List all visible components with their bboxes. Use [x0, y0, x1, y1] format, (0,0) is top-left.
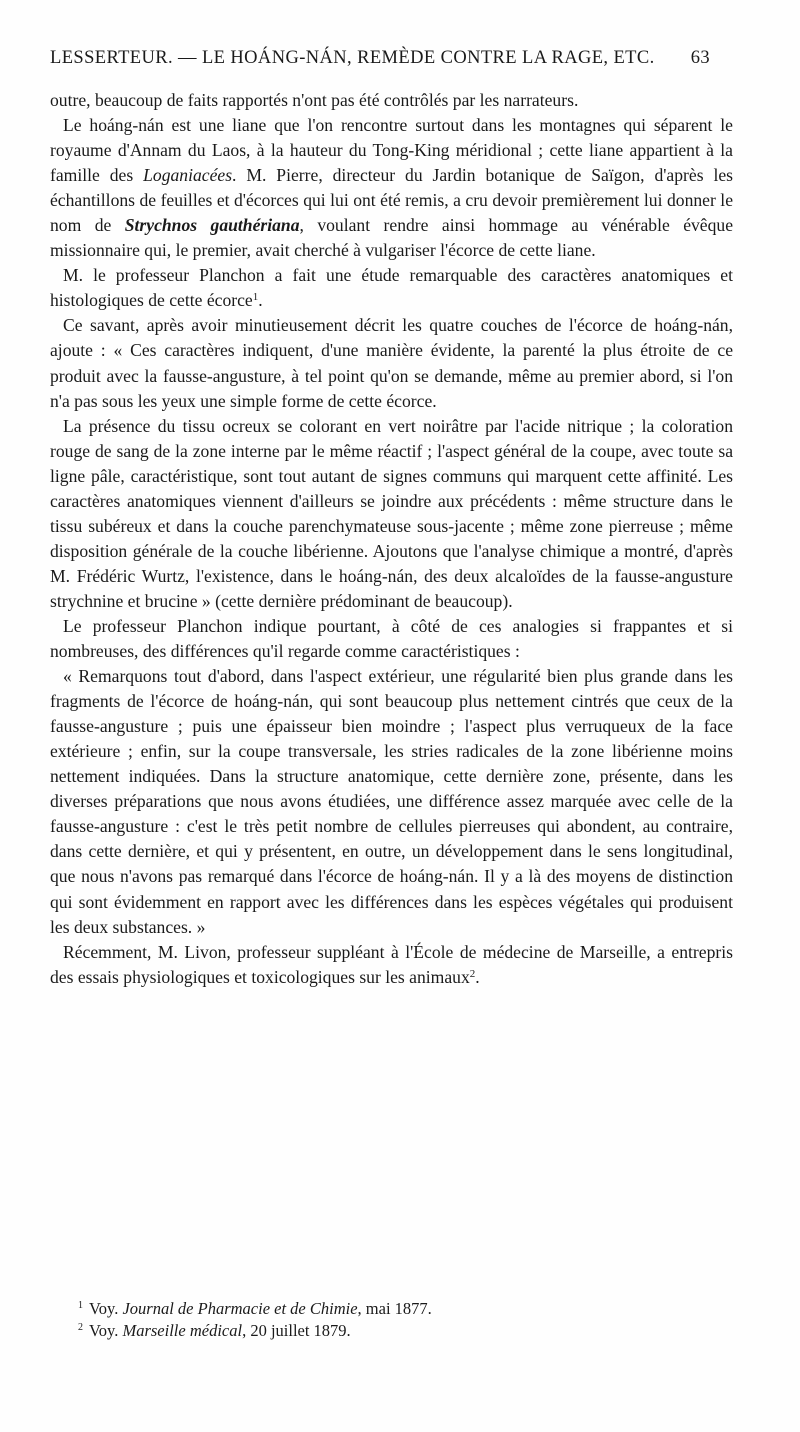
footnote-source-title: Journal de Pharmacie et de Chimie — [122, 1299, 358, 1318]
paragraph-3: M. le professeur Planchon a fait une étude remarquable des caractères anatomiques et histologiques de cette écorce$^1$. — [50, 265, 733, 311]
footnote-1: $^1$ Voy. Journal de Pharmacie et de Chimie, mai 1877. — [78, 1299, 432, 1318]
page-number: 63 — [690, 48, 710, 68]
footnote-mark: 2 — [78, 1322, 83, 1333]
body-text — [50, 88, 733, 990]
paragraph-6: Le professeur Planchon indique pourtant, à côté de ces analogies si frappantes et si nombreuses, des différences qu'il regarde comme caractéristiques : — [50, 615, 733, 662]
footnote-source-title: Marseille médical — [122, 1321, 243, 1340]
footnote-ref-2: 2 — [469, 967, 476, 980]
footnote-ref-1: 1 — [252, 291, 259, 304]
paragraph-5: La présence du tissu ocreux se colorant en vert noirâtre par l'acide nitrique ; la coloration rouge de sang de la zone interne par le même réactif ; l'aspect général de la coupe, avec toute sa ligne pâle, caractéristique, sont tout autant de signes communs qui marquent cette affinité. Les caractères anatomiques viennent d'ailleurs se joindre aux précédents : même structure dans le tissu subéreux et dans la couche parenchymateuse sous-jacente ; même zone pierreuse ; même disposition générale de la couche libérienne. Ajoutons que l'analyse chimique a montré, d'après M. Frédéric Wurtz, l'existence, dans le hoáng-nán, des deux alcaloïdes de la fausse-angusture strychnine et brucine » (cette dernière prédominant de beaucoup). — [50, 415, 733, 611]
paragraph-1: outre, beaucoup de faits rapportés n'ont pas été contrôlés par les narrateurs. — [50, 90, 579, 110]
footnote-mark: 1 — [78, 1300, 83, 1311]
family-name-italic: Loganiacées — [143, 165, 233, 186]
paragraph-8: Récemment, M. Livon, professeur suppléant à l'École de médecine de Marseille, a entrepris des essais physiologiques et toxicologiques sur les animaux$^2$. — [50, 941, 733, 987]
paragraph-4: Ce savant, après avoir minutieusement décrit les quatre couches de l'écorce de hoáng-nán, ajoute : « Ces caractères indiquent, d'une manière évidente, la parenté la plus étroite de ce produit avec la fausse-angusture, à tel point qu'on se demande, même au premier abord, si l'on n'a pas sous les yeux une simple forme de cette écorce. — [50, 315, 733, 411]
paragraph-7-quotation: « Remarquons tout d'abord, dans l'aspect extérieur, une régularité bien plus grande dans les fragments de l'écorce de hoáng-nán, qui sont beaucoup plus nettement cintrés que ceux de la fausse-angusture ; puis une épaisseur bien moindre ; l'aspect plus verruqueux de la face extérieure ; enfin, sur la coupe transversale, les stries radicales de la zone libérienne moins nettement indiquées. Dans la structure anatomique, cette dernière zone, présente, dans les diverses préparations que nous avons étudiées, une différence assez marquée avec celle de la fausse-angusture : c'est le très petit nombre de cellules pierreuses qui abondent, au contraire, dans cette dernière, et qui y présentent, en outre, un développement dans le sens longitudinal, que nous n'avons pas remarqué dans l'écorce de hoáng-nán. Il y a là des moyens de distinction qui sont évidemment en rapport avec les différences dans les espèces végétales qui produisent les deux substances. » — [50, 666, 733, 937]
footnotes — [78, 1298, 718, 1342]
running-header — [50, 48, 710, 69]
footnote-2: $^2$ Voy. Marseille médical, 20 juillet 1879. — [78, 1321, 351, 1340]
species-name-italic: Strychnos gauthériana — [124, 215, 300, 236]
paragraph-2: Le hoáng-nán est une liane que l'on rencontre surtout dans les montagnes qui séparent le royaume d'Annam du Laos, à la hauteur du Tong-King méridional ; cette liane appartient à la famille des Loganiacées. M. Pierre, directeur du Jardin botanique de Saïgon, d'après les échantillons de feuilles et d'écorces qui lui ont été remis, a cru devoir premièrement lui donner le nom de Strychnos gauthériana, voulant rendre ainsi hommage au vénérable évêque missionnaire qui, le premier, avait cherché à vulgariser l'écorce de cette liane. — [50, 115, 734, 261]
running-title: LESSERTEUR. — LE HOÁNG-NÁN, REMÈDE CONTRE LA RAGE, ETC. — [50, 48, 655, 68]
